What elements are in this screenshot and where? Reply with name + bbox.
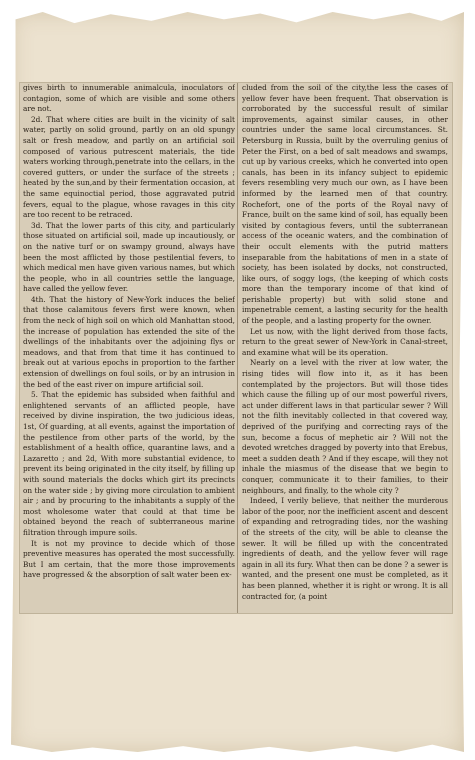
paragraph: cluded from the soil of the city,the less the cases of yellow fever have been frequent. That observation is corroborated by the successful result of similar improvements, against similar causes, in other countries under the same local circumstances. St. Petersburg in Russia, built by the overruling genius of Peter the First, on a bed of salt meadows and swamps, cut up by various creeks, which he converted into open canals, has been in its infancy subject to epidemic fevers resembling very much our own, as I have been informed by the learned men of that country. Rochefort, one of the ports of the Royal navy of France, built on the same kind of soil, has equally been visited by contagious fevers, until the subterranean access of the oceanic waters, and the combination of their occult elements with the putrid matters inseparable from the habitations of men in a state of society, has been isolated by docks, not constructed, like ours, of soggy logs, (the keeping of which costs more than the temporary income of that kind of perishable property) but with solid stone and impenetrable cement, a lasting security for the health of the people, and a lasting property for the owner. (242, 83, 448, 326)
paragraph: Nearly on a level with the river at low water, the rising tides will flow into it, as it has been contemplated by the projectors. But will those tides which cause the filling up of our most powerful rivers, act under different laws in that particular sewer ? Will not the filth inevitably collected in that covered way, deprived of the purifying and correcting rays of the sun, become a focus of mephetic air ? Will not the devoted wretches dragged by poverty into that Erebus, meet a sudden death ? And if they escape, will they not inhale the miasmus of the disease that we begin to conquer, communicate it to their families, to their neighbours, and finally, to the whole city ? (242, 358, 448, 495)
right-column (242, 83, 448, 613)
newspaper-clipping (19, 82, 453, 614)
column-divider (237, 83, 238, 613)
paragraph: It is not my province to decide which of those preventive measures has operated the most successfully. But I am certain, that the more those improvements have progressed & the absorption of salt water been ex- (23, 538, 235, 580)
paragraph: 3d. That the lower parts of this city, and particularly those situated on artificial soil, made up incautiously, or on the native turf or on swampy ground, always have been the most afflicted by those pestilential fevers, to which medical men have given various names, but which the people, who in all countries settle the language, have called the yellow fever. (23, 220, 235, 294)
paragraph: Indeed, I verily believe, that neither the murderous labor of the poor, nor the inefficient ascent and descent of expanding and retrograding tides, nor the washing of the streets of the city, will be able to cleanse the sewer. It will be filled up with the concentrated ingredients of death, and the yellow fever will rage again in all its fury. What then can be done ? a sewer is wanted, and the present one must be completed, as it has been planned, whether it is right or wrong. It is all contracted for, (a point (242, 496, 448, 601)
paragraph: 5. That the epidemic has subsided when faithful and enlightened servants of an afflicted people, have received by divine inspiration, the two judicious ideas, 1st, Of guarding, at all events, against the importation of the pestilence from other parts of the world, by the establishment of a health office, quarantine laws, and a Lazaretto ; and 2d, With more substantial evidence, to prevent its being originated in the city itself, by filling up with sound materials the docks which girt its precincts on the water side ; by giving more circulation to ambient air ; and by procuring to the inhabitants a supply of the most wholesome water that could at that time be obtained beyond the reach of subterraneous marine filtration through impure soils. (23, 390, 235, 537)
paragraph: Let us now, with the light derived from those facts, return to the great sewer of New-York in Canal-street, and examine what will be its operation. (242, 326, 448, 357)
paragraph: 4th. That the history of New-York induces the belief that those calamitous fevers first were known, when from the neck of high soil on which old Manhattan stood, the increase of population has extended the site of the dwellings of the inhabitants over the adjoining flys or meadows, and that from that time it has continued to break out at various epochs in proportion to the farther extension of dwellings on foul soils, or by an intrusion in the bed of the east river on impure artificial soil. (23, 294, 235, 389)
paragraph: gives birth to innumerable animalcula, inoculators of contagion, some of which are visible and some others are not. (23, 83, 235, 114)
paragraph: 2d. That where cities are built in the vicinity of salt water, partly on solid ground, partly on an old spungy salt or fresh meadow, and partly on an artificial soil composed of various putrescent materials, the tide waters working through,penetrate into the cellars, in the covered gutters, or under the surface of the streets ; heated by the sun,and by their fermentation occasion, at the same equinoctial period, those aggravated putrid fevers, equal to the plague, whose ravages in this city are too recent to be retraced. (23, 114, 235, 220)
left-column (23, 83, 235, 613)
